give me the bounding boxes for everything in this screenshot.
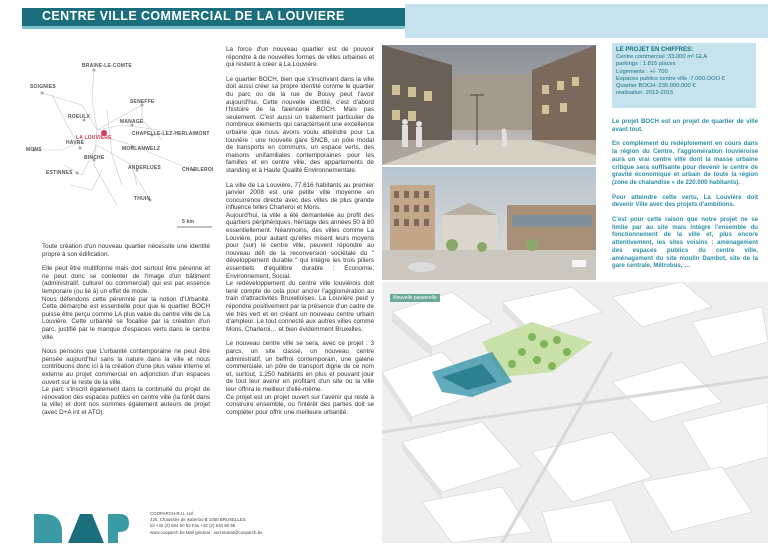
company-web: www.cooparch.be Mail général : secretariat@cooparch.be	[150, 529, 263, 535]
map-label-chapelle-lez-herlaimont: CHAPELLE-LEZ-HERLAIMONT	[132, 131, 210, 137]
new-centre-paragraph: Le nouveau centre ville se sera, avec ce projet : 3 parcs, un site classé, un nouveau centre administratif, un beffroi contemporain, une galerie commerciale, un pôle de transport digne de ce nom et, surtout, 1.250 habitants en plus et pouvant jouir de tout leur avenir en profitant d'un site ou la ville leur offrira le meilleur d'elle-même. Ce projet est un projet ouvert sur l'avenir qui reste à construire ensemble, où l'intérêt des parties doit se compléter pour offrir une meilleure urbanité.	[226, 340, 374, 416]
map-label-manage: MANAGE	[120, 119, 144, 125]
map-label-seneffe: SENEFFE	[130, 99, 155, 105]
map-label-la-louviere: LA LOUVIERE	[76, 135, 112, 141]
walkway-label: Nouvelle passerelle	[390, 294, 440, 302]
map-label-thuin: THUIN	[134, 196, 151, 202]
map-label-morlanwelz: MORLANWELZ	[122, 146, 161, 152]
highlight-paragraph: En complément du redéploiement en cours dans la région du Centre, l'agglomération louviéroise aura un vrai centre ville dont la masse urbaine critique sera suffisante pour devenir le centre de gravité économique et urbain de toute la région (zone de chalandise « de 220.000 habitants).	[612, 140, 758, 186]
location-map	[22, 55, 227, 240]
figure-line: Espaces publics centre ville :7.000.OOO €	[616, 75, 725, 82]
highlight-paragraph: Pour atteindre cette vertu, La Louvière doit devenir Ville avec des projets d'ambitions.	[612, 193, 758, 209]
nature-paragraph: Nous pensons que L'urbanité contemporaine ne peut être pensée aujourd'hui sans la nature dans la ville et nous contribuons donc ici à la création d'une plus value interne et externe au projet commercial en adjonction d'un espaces ouvert sur le reste de la ville. Le parc s'inscrit également dans la continuité du projet de rénovation des espaces publics en centre ville (la forêt dans la ville) et dont nos sommes également auteurs de projet (avec D+A int et ATO).	[42, 348, 210, 416]
figure-line: parkings : 1.815 places	[616, 61, 676, 68]
highlight-paragraph: C'est pour cette raison que notre projet ne se limite par au site mais intègre l'ensemble du fonctionnement de la ville et, plus encore attentivement, les sites voisins : aménagement des espaces publics du centre ville, aménagement du site moulin Dambot, site de la gare centrale, Métrobus, …	[612, 216, 758, 270]
city-context-paragraph: La ville de La Louvière, 77.616 habitants au premier janvier 2008 est une petite ville moyenne en concurrence directe avec des villes de plus grande influence telles Charleroi et Mons. Aujourd'hui, la ville a été démantelée au profit des quartiers périphériques, héritage des années 50 à 80 essentiellement. Néanmoins, des villes comme La Louvière, pour autant qu'elles misent leurs moyens pour (sur) le centre ville, peuvent répondre au nouveau défi de la reconversion sociétale du " développement durable " qui intègre les trois piliers essentiels d'équilibre durable : Economie, Environnement, Social. Le redéveloppement du centre ville louviérois doit tenir compte de cela pour ancrer l'agglomération au train d'attractivités Bruxelloises. La Louvière peut y répondre positivement par la présence d'un cadre de vie très vert et en créant un nouveau centre urbain d'ampleur. Le tout connecté aux autres villes comme Mons, Charleroi… et bien évidemment Bruxelles.	[226, 181, 374, 333]
rendering-images	[382, 45, 596, 280]
header-accent-band	[405, 4, 768, 38]
map-label-charleroi: CHARLEROI	[182, 167, 214, 173]
header-underline	[22, 26, 405, 29]
logo-graphic	[34, 508, 129, 543]
highlight-paragraph: Le projet BOCH est un projet de quartier de ville avant tout.	[612, 118, 758, 133]
project-renderings	[382, 45, 596, 280]
map-label-roeulx: ROEULX	[68, 114, 91, 120]
map-label-braine-le-comte: BRAINE-LE-COMTE	[82, 63, 132, 69]
main-text-column	[226, 46, 374, 423]
key-figures-box	[612, 43, 756, 108]
map-label-anderlues: ANDERLUES	[128, 165, 161, 171]
intro-column	[42, 243, 210, 423]
company-logo	[34, 508, 129, 543]
new-district-paragraph: La force d'un nouveau quartier est de pouvoir répondre à de nouvelles formes de villes urbaines et qui restent à créer à La Louvière.	[226, 46, 374, 69]
aerial-model	[382, 282, 768, 543]
page-title: CENTRE VILLE COMMERCIAL DE LA LOUVIERE	[42, 9, 345, 23]
company-phone: tel +32 (2) 534 50 53 Fax +32 (2) 534 50 95	[150, 523, 236, 529]
company-address: 426, Chaussée de waterloo B 1050 BRUXELLES	[150, 517, 246, 523]
highlight-column	[612, 118, 758, 277]
map-label-estinnes: ESTINNES	[46, 170, 73, 176]
map-scale-label: 5 km	[182, 219, 195, 225]
map-label-soignies: SOIGNIES	[30, 84, 56, 90]
intro-paragraph: Toute création d'un nouveau quartier nécessite une identité propre à son édification.	[42, 243, 210, 258]
map-label-binche: BINCHE	[84, 155, 105, 161]
aerial-view	[382, 282, 768, 543]
company-name: COOPARCH-R.U. scrl	[150, 511, 194, 516]
figure-line: Centre commercial :33.000 m² GLA	[616, 54, 708, 60]
figure-line: réalisation :2012-2015	[616, 90, 674, 97]
boch-identity-paragraph: Le quartier BOCH, bien que s'inscrivant dans la ville doit aussi créer sa propre identité comme le quartier du parc ou de la rue de Bouvy peut l'avoir aujourd'hui. Cette nouvelle identité, c'est d'abord l'histoire de la faiencerie BOCH. Mais pas seulement. C'est aussi un traitement particulier de nombreux éléments qui caractérisent une excellence urbaine que nous avons voulu atteindre pour La louvière : une nouvelle gare SNCB, un pôle modal de transports en communs, un espace verts, des maisons unifamiliales contemporaines pour les familles et en centre ville, des appartements de standing et à Haute Qualité Environnementale.	[226, 75, 374, 174]
figure-line: Quartier BOCH :235.000.000 €	[616, 83, 696, 90]
figure-line: Logements : +/- 700	[616, 68, 668, 75]
footer-contact	[150, 511, 263, 536]
map-label-mons: MONS	[26, 147, 42, 153]
map-label-havre: HAVRE	[66, 140, 85, 146]
urbanity-paragraph: Elle peut être multiforme mais doit surtout être pérenne et ne peut donc se contenter de l'image d'un bâtiment (administratif, culturel ou commercial) qui est par essence temporaire (ou lié à) un effet de mode. Nous défendons cette pérennité par la notion d'Urbanité. Cette démarche est essentielle pour que le quartier BOCH puisse être perçu comme LA plus value du centre ville de La Louvière. Cette urbanité se focalise par la création d'un parc, justifié par le manque d'espaces verts dans le centre ville.	[42, 265, 211, 341]
key-figures-title: LE PROJET EN CHIFFRES:	[616, 47, 694, 53]
